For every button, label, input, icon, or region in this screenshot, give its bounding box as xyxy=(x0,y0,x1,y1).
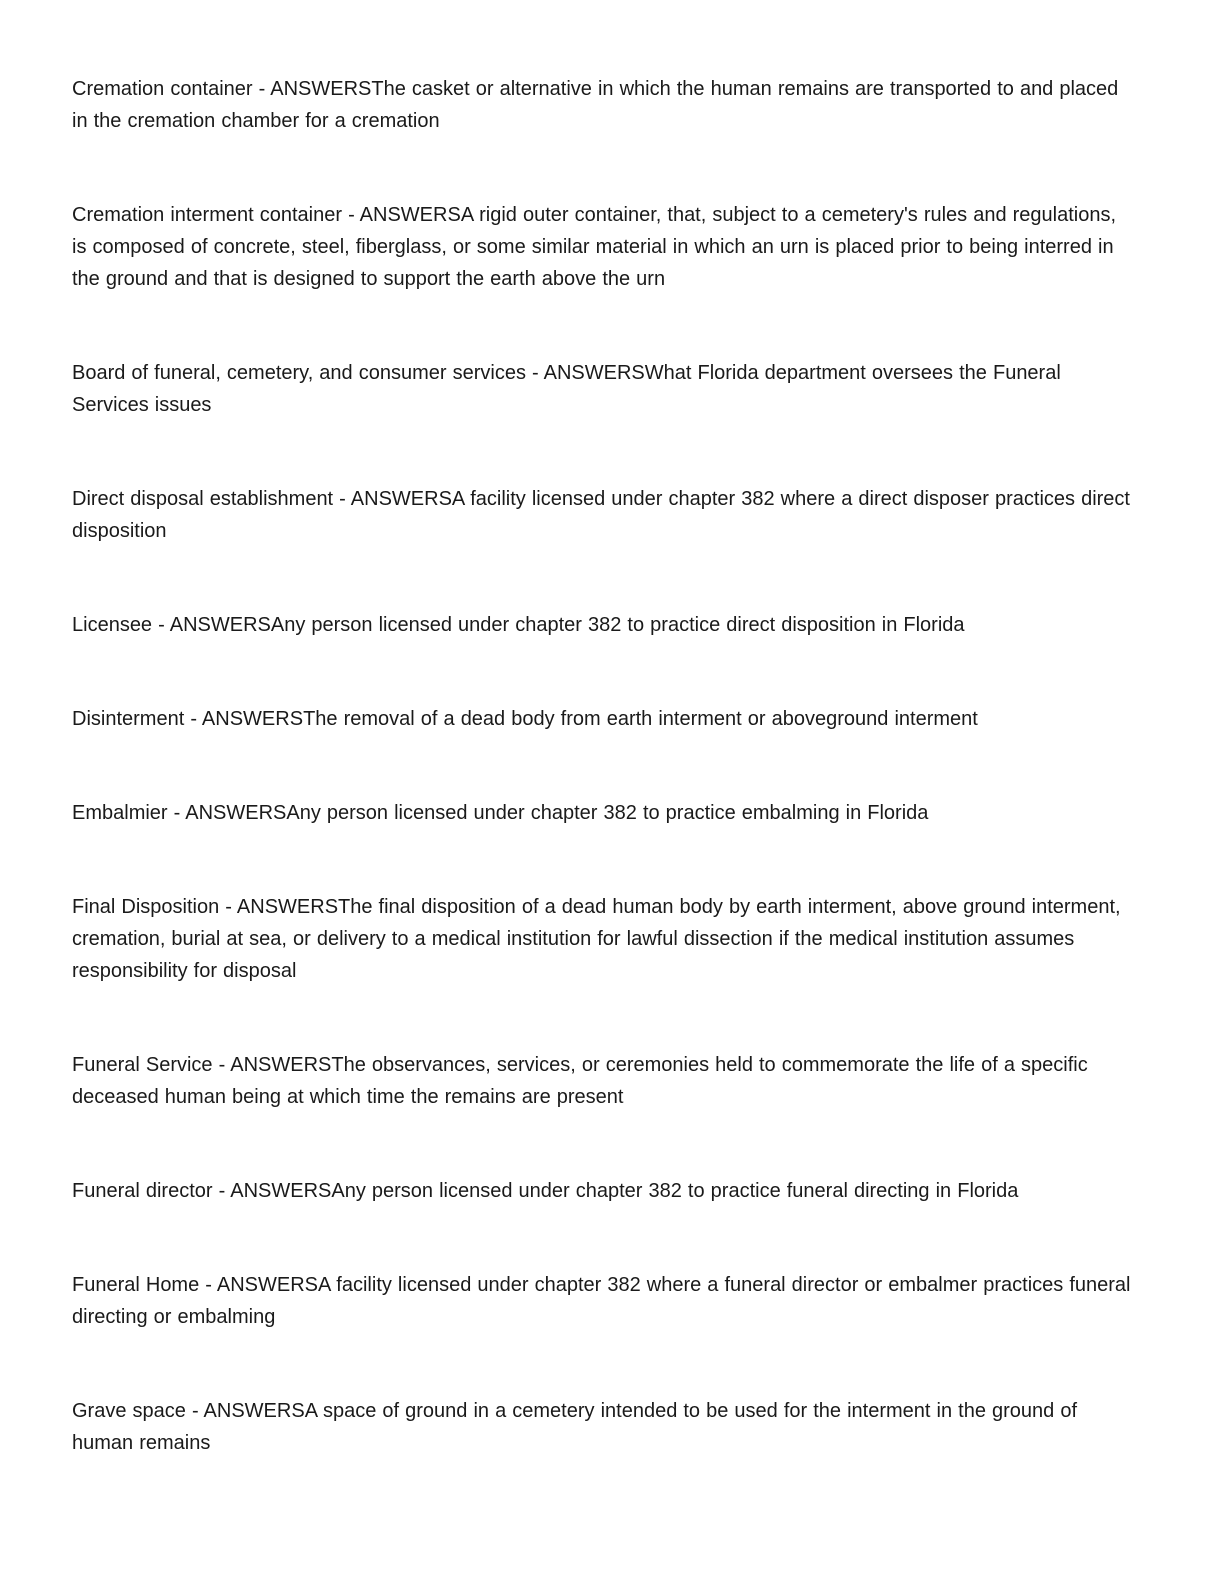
term-text: Disinterment xyxy=(72,708,185,730)
answer-separator: - ANSWERS xyxy=(342,204,461,226)
definition-text: A rigid outer container, that, subject to a cemetery's rules and regulations, is composed of concrete, steel, fiberglass, or some similar material in which an urn is placed prior to being interred in the ground and that is designed to support the earth above the urn xyxy=(72,204,1123,290)
definition-text: The observances, services, or ceremonies held to commemorate the life of a specific deceased human being at which time the remains are present xyxy=(72,1054,1094,1108)
definition-paragraph xyxy=(72,1269,1136,1333)
definition-paragraph xyxy=(72,1049,1136,1113)
answer-separator: - ANSWERS xyxy=(152,614,271,636)
definition-text: A facility licensed under chapter 382 where a funeral director or embalmer practices funeral directing or embalming xyxy=(72,1274,1137,1328)
definition-text: Any person licensed under chapter 382 to practice funeral directing in Florida xyxy=(331,1180,1019,1202)
term-text: Final Disposition xyxy=(72,896,220,918)
definition-paragraph xyxy=(72,73,1136,137)
term-text: Licensee xyxy=(72,614,153,636)
definition-paragraph xyxy=(72,1395,1136,1459)
definition-text: A space of ground in a cemetery intended to be used for the interment in the ground of human remains xyxy=(72,1400,1084,1454)
definition-text: Any person licensed under chapter 382 to practice embalming in Florida xyxy=(286,802,929,824)
term-text: Funeral director xyxy=(72,1180,213,1202)
definition-paragraph xyxy=(72,609,1136,641)
answer-separator: - ANSWERS xyxy=(252,78,372,100)
definition-text: Any person licensed under chapter 382 to practice direct disposition in Florida xyxy=(270,614,965,636)
definition-paragraph xyxy=(72,483,1136,547)
answer-separator: - ANSWERS xyxy=(212,1180,332,1202)
term-text: Board of funeral, cemetery, and consumer services xyxy=(72,362,526,384)
answer-separator: - ANSWERS xyxy=(219,896,339,918)
term-text: Embalmier xyxy=(72,802,168,824)
answer-separator: - ANSWERS xyxy=(525,362,645,384)
definition-paragraph xyxy=(72,891,1136,987)
definition-text: A facility licensed under chapter 382 where a direct disposer practices direct disposition xyxy=(72,488,1137,542)
term-text: Grave space xyxy=(72,1400,186,1422)
answer-separator: - ANSWERS xyxy=(212,1054,332,1076)
term-text: Funeral Service xyxy=(72,1054,213,1076)
term-text: Cremation interment container xyxy=(72,204,343,226)
definition-paragraph xyxy=(72,797,1136,829)
term-text: Cremation container xyxy=(72,78,253,100)
definition-text: The removal of a dead body from earth interment or aboveground interment xyxy=(303,708,978,730)
answer-separator: - ANSWERS xyxy=(333,488,452,510)
answer-separator: - ANSWERS xyxy=(167,802,287,824)
answer-separator: - ANSWERS xyxy=(199,1274,319,1296)
definition-text: What Florida department oversees the Funeral Services issues xyxy=(72,362,1067,416)
definition-text: The casket or alternative in which the human remains are transported to and placed in the cremation chamber for a cremation xyxy=(72,78,1125,132)
term-text: Funeral Home xyxy=(72,1274,200,1296)
definition-paragraph xyxy=(72,1175,1136,1207)
definition-paragraph xyxy=(72,199,1136,295)
definition-paragraph xyxy=(72,703,1136,735)
definitions-list xyxy=(72,73,1136,1459)
definition-text: The final disposition of a dead human body by earth interment, above ground interment, cremation, burial at sea, or delivery to a medical institution for lawful dissection if the medical institution assumes responsibility for disposal xyxy=(72,896,1127,982)
answer-separator: - ANSWERS xyxy=(184,708,304,730)
definition-paragraph xyxy=(72,357,1136,421)
term-text: Direct disposal establishment xyxy=(72,488,334,510)
answer-separator: - ANSWERS xyxy=(185,1400,305,1422)
